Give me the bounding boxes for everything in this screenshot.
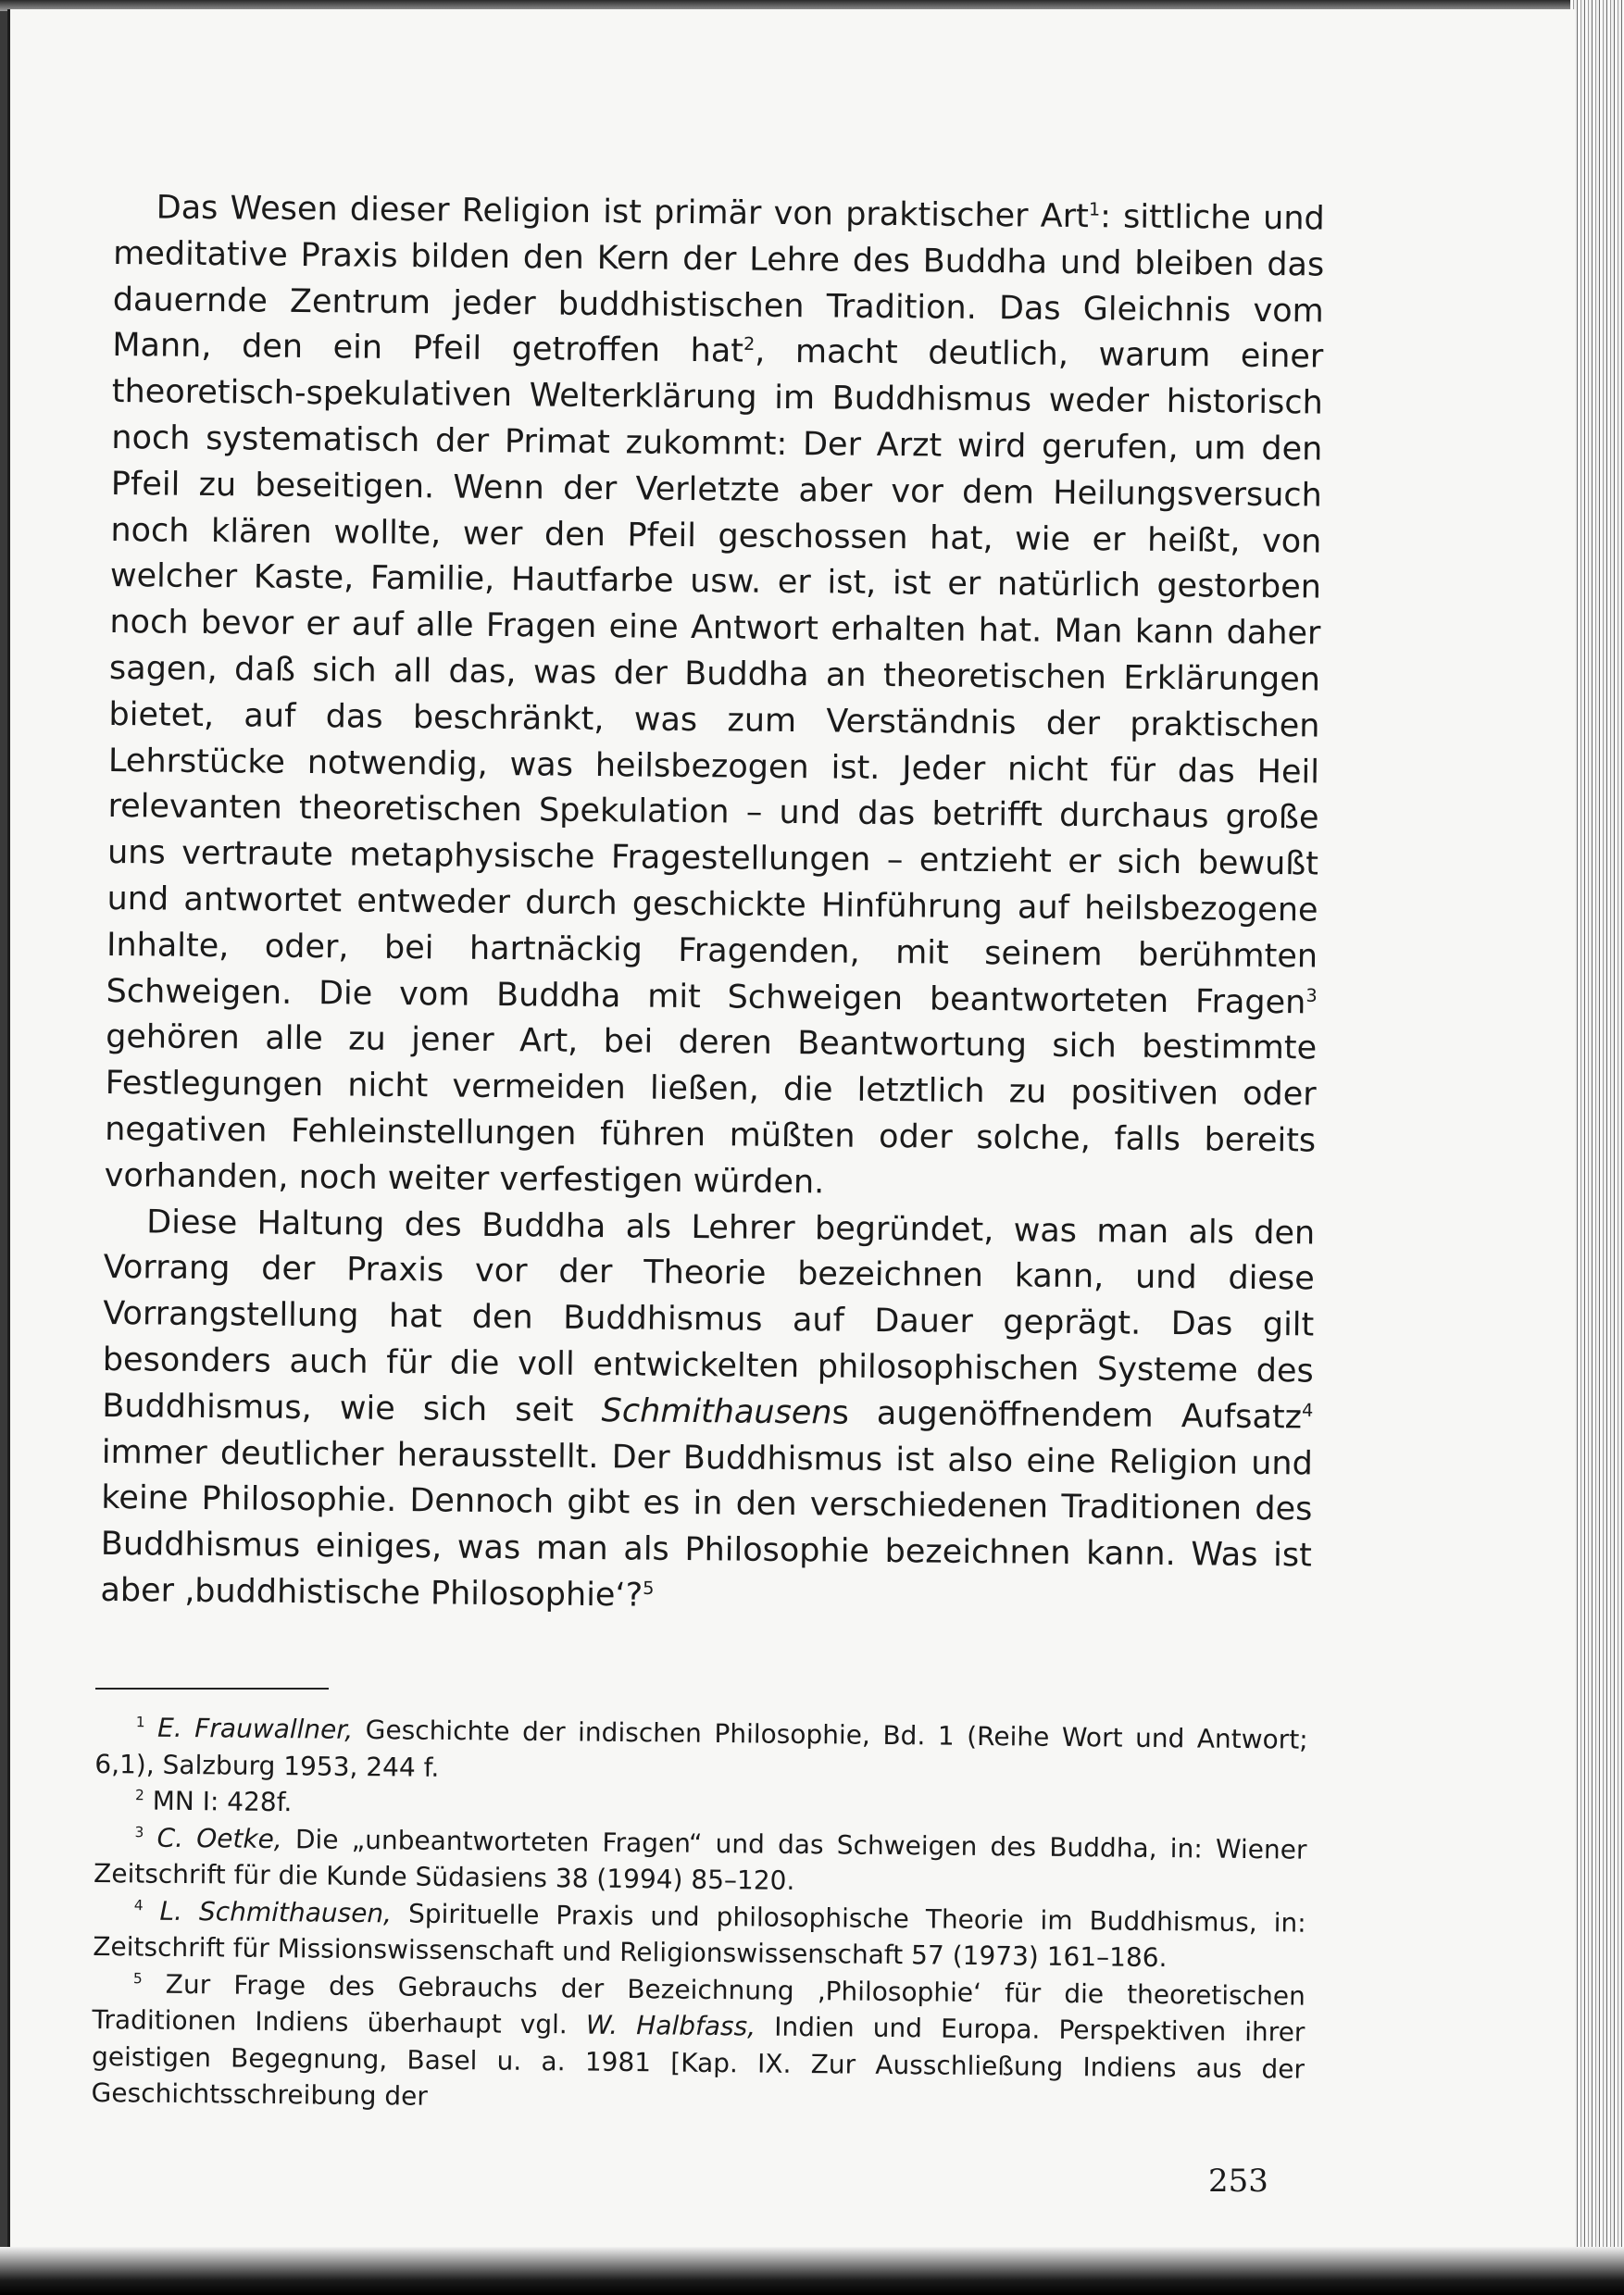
footnote-ref-3: 3 [1305,984,1318,1006]
footnote-2: $^2$ MN I: 428f. [134,1785,293,1818]
footnote-ref-4: 4 [1301,1399,1314,1421]
main-text [100,185,1325,1626]
footnote-3: $^3$ C. Oetke, Die „unbeantworteten Fragen“ und das Schweigen des Buddha, in: Wiener Zeitschrift für die Kunde Südasiens 38 (1994) 85–120. [93,1822,1307,1896]
footnote-5: $^5$ Zur Frage des Gebrauchs der Bezeichnung ‚Philosophie‘ für die theoretischen Traditionen Indiens überhaupt vgl. W. Halbfass, Indien und Europa. Perspektiven ihrer geistigen Begegnung, Basel u. a. 1981 [Kap. IX. Zur Ausschließung Indiens aus der Geschichtsschreibung der [91,1968,1306,2112]
paragraph-1: Das Wesen dieser Religion ist primär von praktischer Art$^1$: sittliche und meditative Praxis bilden den Kern der Lehre des Buddha und bleiben das dauernde Zentrum jeder buddhistischen Tradition. Das Gleichnis vom Mann, den ein Pfeil getroffen hat$^2$, macht deutlich, warum einer theoretisch-spekulativen Welterklärung im Buddhismus weder historisch noch systematisch der Primat zukommt: Der Arzt wird gerufen, um den Pfeil zu beseitigen. Wenn der Verletzte aber vor dem Heilungsversuch noch klären wollte, wer den Pfeil geschossen hat, wie er heißt, von welcher Kaste, Familie, Hautfarbe usw. er ist, ist er natürlich gestorben noch bevor er auf alle Fragen eine Antwort erhalten hat. Man kann daher sagen, daß sich all das, was der Buddha an theoretischen Erklärungen bietet, auf das beschränkt, was zum Verständnis der praktischen Lehrstücke notwendig, was heilsbezogen ist. Jeder nicht für das Heil relevanten theoretischen Spekulation – und das betrifft durchaus große uns vertraute metaphysische Fragestellungen – entzieht er sich bewußt und antwortet entweder durch geschickte Hinführung auf heilsbezogene Inhalte, oder, bei hartnäckig Fragenden, mit seinem berühmten Schweigen. Die vom Buddha mit Schweigen beantworteten Fragen$^3$ gehören alle zu jener Art, bei deren Beantwortung sich bestimmte Festlegungen nicht vermeiden ließen, die letztlich zu positiven oder negativen Fehleinstellungen führen müßten oder solche, falls bereits vorhanden, noch weiter verfestigen würden. [104,189,1325,1202]
footnote-ref-2: 2 [743,333,756,355]
paragraph-2: Diese Haltung des Buddha als Lehrer begründet, was man als den Vorrang der Praxis vor der Theorie bezeichnen kann, und diese Vorrangstellung hat den Buddhismus auf Dauer geprägt. Das gilt besonders auch für die voll entwickelten philosophischen Systeme des Buddhismus, wie sich seit Schmithausens augenöffnendem Aufsatz$^4$ immer deutlicher herausstellt. Der Buddhismus ist also eine Religion und keine Philosophie. Dennoch gibt es in den verschiedenen Traditionen des Buddhismus einiges, was man als Philosophie bezeichnen kann. Was ist aber ‚buddhistische Philosophie‘?$^5$ [100,1203,1316,1615]
page-number: 253 [1208,2163,1268,2200]
footnote-1: $^1$ E. Frauwallner, Geschichte der indischen Philosophie, Bd. 1 (Reihe Wort und Antwort; 6,1), Salzburg 1953, 244 f. [94,1712,1308,1783]
footnotes [91,1709,1307,2124]
footnote-ref-5: 5 [643,1577,655,1599]
footnote-4: $^4$ L. Schmithausen, Spirituelle Praxis und philosophische Theorie im Buddhismus, in: Zeitschrift für Missionswissenschaft und Religionswissenschaft 57 (1973) 161–186. [93,1895,1306,1974]
author-name: Schmithausen [601,1391,832,1432]
page-stack-edge [1570,0,1624,2295]
book-page [7,9,1575,2248]
footnote-divider [95,1688,329,1690]
footnote-ref-1: 1 [1088,198,1101,220]
scan-bottom-edge [0,2247,1624,2295]
